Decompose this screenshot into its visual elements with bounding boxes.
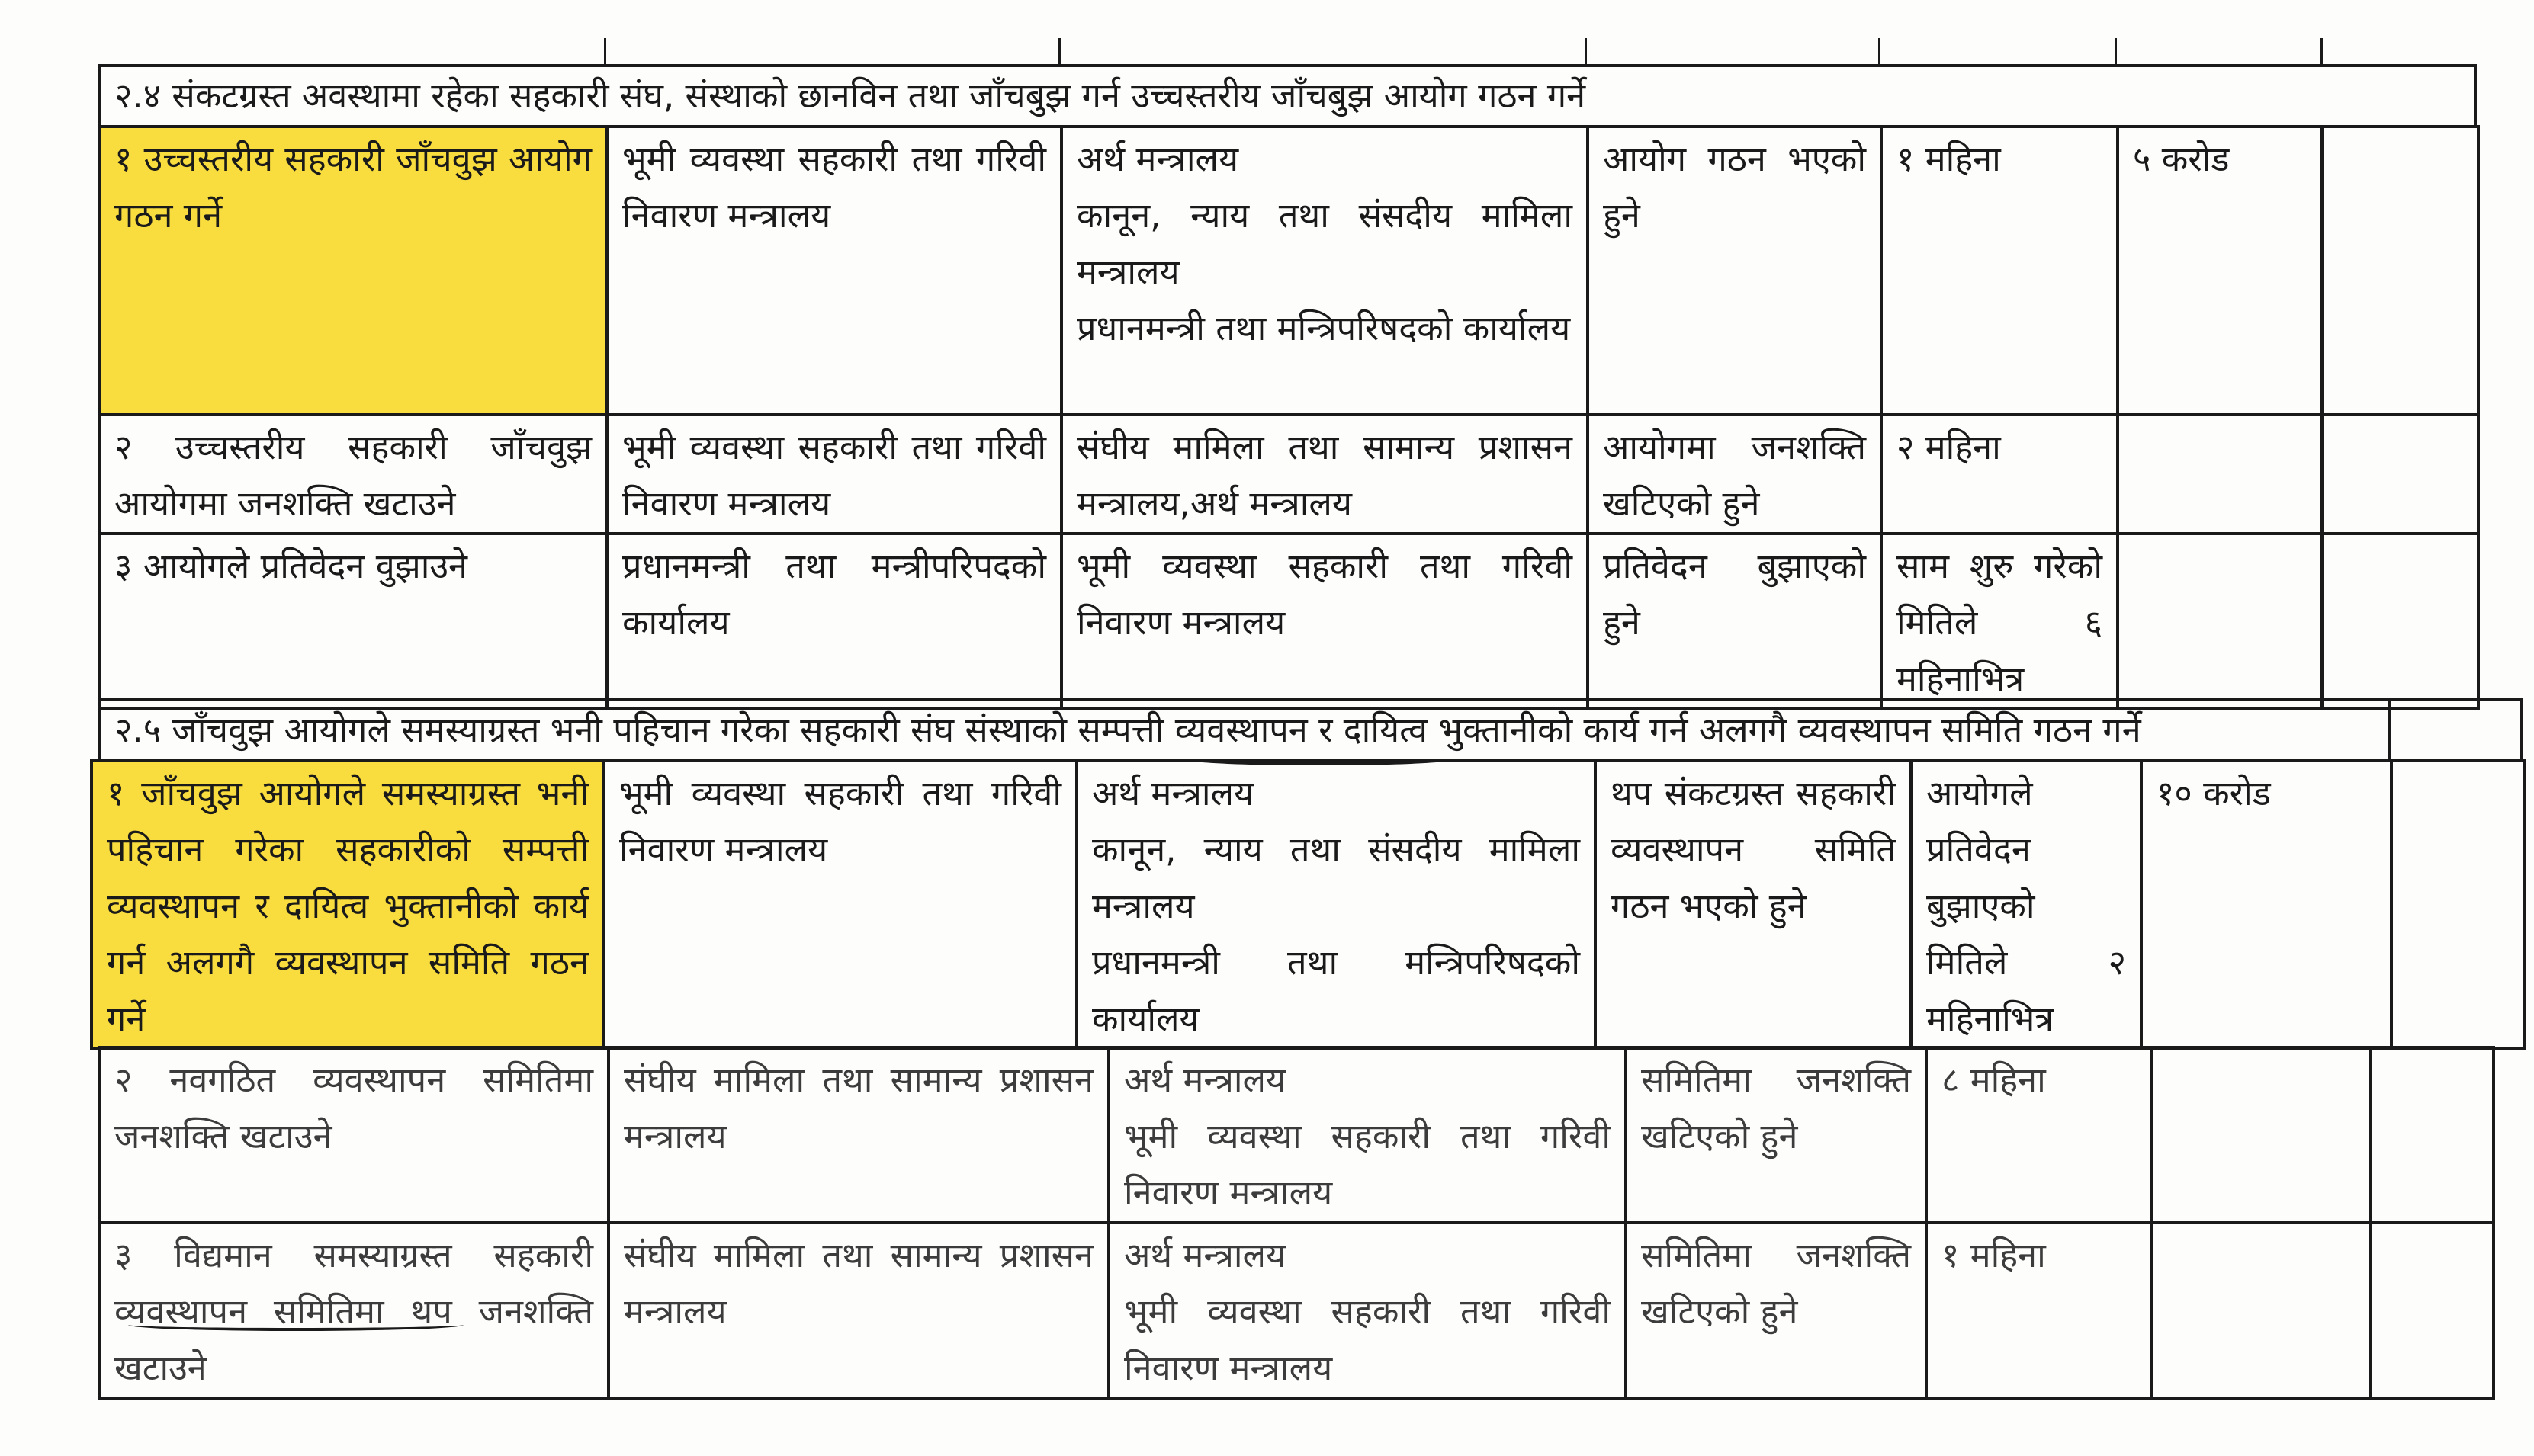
indicator-cell: समितिमा जनशक्ति खटिएको हुने	[1626, 1047, 1926, 1223]
support-agency-line: प्रधानमन्त्री तथा मन्त्रिपरिषदको कार्यालय	[1092, 942, 1580, 1039]
table-row	[99, 127, 2478, 415]
budget-cell: ५ करोड	[2118, 127, 2322, 415]
duration-cell: साम शुरु गरेको मितिले ६ महिनाभित्र	[1881, 534, 2118, 709]
indicator-cell: थप संकटग्रस्त सहकारी व्यवस्थापन समिति गठन भएको हुने	[1595, 761, 1911, 1049]
activity-cell: ३ आयोगले प्रतिवेदन वुझाउने	[99, 534, 607, 709]
support-agency-line: भूमी व्यवस्था सहकारी तथा गरिवी निवारण मन्त्रालय	[1077, 546, 1572, 643]
indicator-cell: आयोगमा जनशक्ति खटिएको हुने	[1588, 415, 1881, 534]
extra-cell	[2391, 761, 2524, 1049]
lead-agency-cell: प्रधानमन्त्री तथा मन्त्रीपरिपदको कार्यालय	[607, 534, 1061, 709]
support-agency-line: भूमी व्यवस्था सहकारी तथा गरिवी निवारण मन्त्रालय	[1124, 1291, 1611, 1388]
table-row	[99, 1047, 2494, 1223]
section-2-5-continued-table	[98, 1046, 2495, 1400]
lead-agency-cell: भूमी व्यवस्था सहकारी तथा गरिवी निवारण मन्त्रालय	[607, 415, 1061, 534]
section-2-4-heading	[98, 64, 2477, 128]
activity-cell: १ उच्चस्तरीय सहकारी जाँचवुझ आयोग गठन गर्ने	[99, 127, 607, 415]
budget-cell	[2152, 1047, 2370, 1223]
heading-column-rule	[2388, 701, 2391, 759]
support-agency-cell	[1077, 761, 1595, 1049]
duration-cell: २ महिना	[1881, 415, 2118, 534]
support-agency-line: भूमी व्यवस्था सहकारी तथा गरिवी निवारण मन्त्रालय	[1124, 1116, 1611, 1213]
table-row	[92, 761, 2524, 1049]
handwritten-underline	[128, 1319, 464, 1331]
budget-cell: १० करोड	[2141, 761, 2391, 1049]
extra-cell	[2370, 1047, 2494, 1223]
budget-cell	[2118, 415, 2322, 534]
lead-agency-cell: भूमी व्यवस्था सहकारी तथा गरिवी निवारण मन्त्रालय	[604, 761, 1077, 1049]
duration-cell: १ महिना	[1926, 1223, 2152, 1398]
lead-agency-cell: भूमी व्यवस्था सहकारी तथा गरिवी निवारण मन्त्रालय	[607, 127, 1061, 415]
support-agency-line: संघीय मामिला तथा सामान्य प्रशासन मन्त्रालय,अर्थ मन्त्रालय	[1077, 427, 1572, 524]
support-agency-line: कानून, न्याय तथा संसदीय मामिला मन्त्रालय	[1077, 195, 1572, 292]
support-agency-line: कानून, न्याय तथा संसदीय मामिला मन्त्रालय	[1092, 829, 1580, 926]
section-2-4-heading-text: २.४ संकटग्रस्त अवस्थामा रहेका सहकारी संघ, संस्थाको छानविन तथा जाँचबुझ गर्न उच्चस्तरीय जाँचबुझ आयोग गठन गर्ने	[114, 75, 1586, 116]
support-agency-cell	[1109, 1047, 1626, 1223]
extra-cell	[2322, 415, 2478, 534]
budget-cell	[2152, 1223, 2370, 1398]
indicator-cell: प्रतिवेदन बुझाएको हुने	[1588, 534, 1881, 709]
table-row	[99, 534, 2478, 709]
support-agency-line: अर्थ मन्त्रालय	[1092, 773, 1254, 813]
activity-cell: १ जाँचवुझ आयोगले समस्याग्रस्त भनी पहिचान गरेका सहकारीको सम्पत्ती व्यवस्थापन र दायित्व भुक्तानीको कार्य गर्न अलगगै व्यवस्थापन समिति गठन गर्ने	[92, 761, 604, 1049]
section-2-5-heading	[98, 698, 2523, 762]
support-agency-cell	[1109, 1223, 1626, 1398]
extra-cell	[2322, 534, 2478, 709]
section-2-5-table	[90, 759, 2526, 1050]
support-agency-cell	[1061, 415, 1588, 534]
activity-cell: २ नवगठित व्यवस्थापन समितिमा जनशक्ति खटाउने	[99, 1047, 609, 1223]
extra-cell	[2322, 127, 2478, 415]
section-2-5-heading-text: २.५ जाँचवुझ आयोगले समस्याग्रस्त भनी पहिचान गरेका सहकारी संघ संस्थाको सम्पत्ती व्यवस्थापन र दायित्व भुक्तानीको कार्य गर्न अलगगै व्यवस्थापन समिति गठन गर्ने	[114, 710, 2141, 750]
table-row	[99, 415, 2478, 534]
table-row	[99, 1223, 2494, 1398]
support-agency-cell	[1061, 534, 1588, 709]
support-agency-line: प्रधानमन्त्री तथा मन्त्रिपरिषदको कार्यालय	[1077, 308, 1571, 348]
section-2-4-table	[98, 125, 2480, 710]
support-agency-line: अर्थ मन्त्रालय	[1124, 1235, 1286, 1275]
indicator-cell: समितिमा जनशक्ति खटिएको हुने	[1626, 1223, 1926, 1398]
duration-cell: ८ महिना	[1926, 1047, 2152, 1223]
activity-cell: ३ विद्यमान समस्याग्रस्त सहकारी व्यवस्थापन समितिमा थप जनशक्ति खटाउने	[99, 1223, 609, 1398]
budget-cell	[2118, 534, 2322, 709]
extra-cell	[2370, 1223, 2494, 1398]
indicator-cell: आयोग गठन भएको हुने	[1588, 127, 1881, 415]
lead-agency-cell: संघीय मामिला तथा सामान्य प्रशासन मन्त्रालय	[609, 1047, 1109, 1223]
lead-agency-cell: संघीय मामिला तथा सामान्य प्रशासन मन्त्रालय	[609, 1223, 1109, 1398]
activity-cell: २ उच्चस्तरीय सहकारी जाँचवुझ आयोगमा जनशक्ति खटाउने	[99, 415, 607, 534]
support-agency-cell	[1061, 127, 1588, 415]
support-agency-line: अर्थ मन्त्रालय	[1077, 139, 1239, 179]
duration-cell: १ महिना	[1881, 127, 2118, 415]
support-agency-line: अर्थ मन्त्रालय	[1124, 1060, 1286, 1100]
duration-cell: आयोगले प्रतिवेदन बुझाएको मितिले २ महिनाभित्र	[1911, 761, 2141, 1049]
